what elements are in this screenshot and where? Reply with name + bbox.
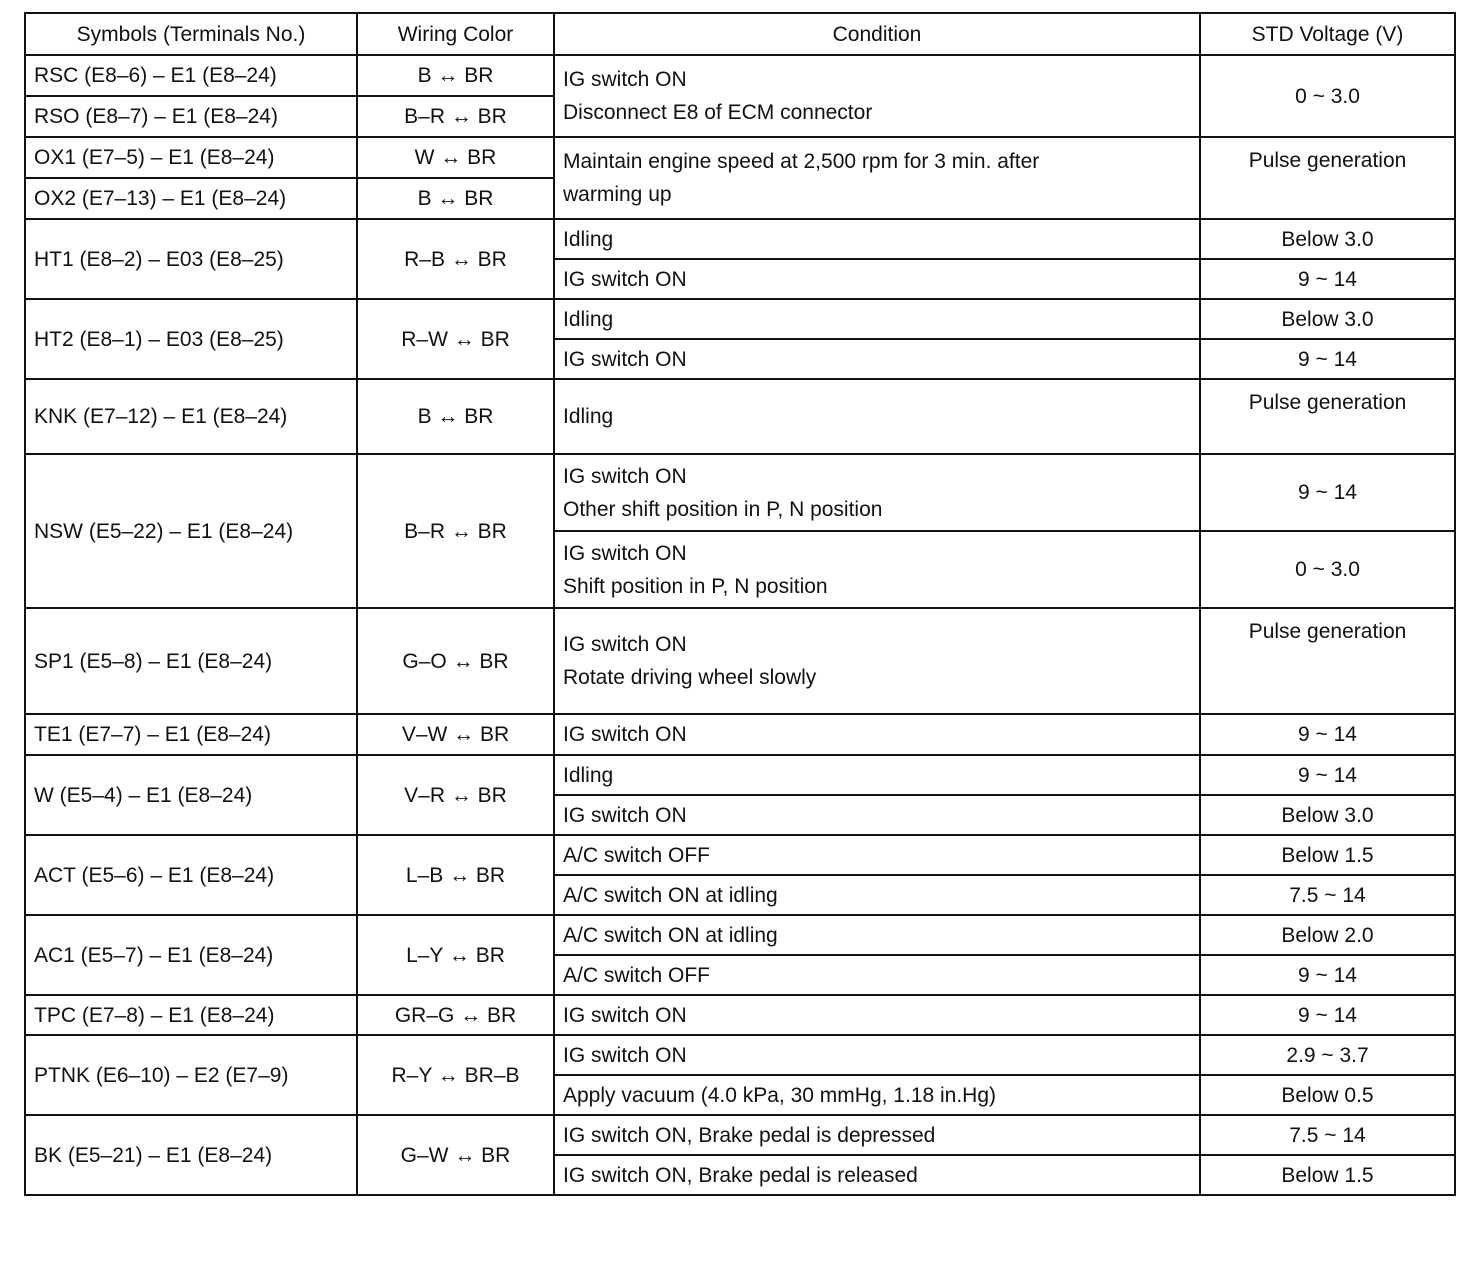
voltage-cell: 2.9 ~ 3.7: [1200, 1035, 1455, 1075]
condition-cell: Idling: [554, 299, 1200, 339]
header-condition: Condition: [554, 13, 1200, 55]
voltage-cell: 9 ~ 14: [1200, 259, 1455, 299]
voltage-cell: Below 1.5: [1200, 1155, 1455, 1195]
voltage-cell: Below 0.5: [1200, 1075, 1455, 1115]
voltage-cell: 9 ~ 14: [1200, 714, 1455, 755]
condition-cell: IG switch ON: [554, 995, 1200, 1035]
table-row: [25, 1035, 1455, 1075]
wiring-cell: W ↔ BR: [357, 137, 554, 178]
symbol-cell: RSO (E8–7) – E1 (E8–24): [25, 96, 357, 137]
condition-cell: IG switch ON: [554, 714, 1200, 755]
wiring-cell: G–W ↔ BR: [357, 1115, 554, 1195]
condition-cell: IG switch ON Disconnect E8 of ECM connector: [554, 55, 1200, 137]
voltage-cell: 0 ~ 3.0: [1200, 55, 1455, 137]
condition-cell: A/C switch ON at idling: [554, 875, 1200, 915]
table-row: [25, 137, 1455, 178]
condition-cell: IG switch ON, Brake pedal is depressed: [554, 1115, 1200, 1155]
wiring-cell: R–Y ↔ BR–B: [357, 1035, 554, 1115]
header-wiring-color: Wiring Color: [357, 13, 554, 55]
condition-cell: IG switch ON Rotate driving wheel slowly: [554, 608, 1200, 714]
voltage-cell: Below 3.0: [1200, 299, 1455, 339]
symbol-cell: TPC (E7–8) – E1 (E8–24): [25, 995, 357, 1035]
wiring-cell: V–W ↔ BR: [357, 714, 554, 755]
symbol-cell: NSW (E5–22) – E1 (E8–24): [25, 454, 357, 608]
wiring-cell: B ↔ BR: [357, 379, 554, 454]
voltage-cell: Below 2.0: [1200, 915, 1455, 955]
voltage-cell: 9 ~ 14: [1200, 755, 1455, 795]
wiring-cell: G–O ↔ BR: [357, 608, 554, 714]
symbol-cell: AC1 (E5–7) – E1 (E8–24): [25, 915, 357, 995]
header-row: [25, 13, 1455, 55]
condition-cell: IG switch ON Shift position in P, N position: [554, 531, 1200, 608]
condition-cell: IG switch ON: [554, 795, 1200, 835]
table-row: [25, 755, 1455, 795]
voltage-cell: Below 1.5: [1200, 835, 1455, 875]
header-std-voltage: STD Voltage (V): [1200, 13, 1455, 55]
wiring-cell: R–B ↔ BR: [357, 219, 554, 299]
wiring-cell: GR–G ↔ BR: [357, 995, 554, 1035]
terminal-voltage-table-container: [24, 12, 1454, 1196]
voltage-cell: Pulse generation: [1200, 379, 1455, 454]
symbol-cell: RSC (E8–6) – E1 (E8–24): [25, 55, 357, 96]
symbol-cell: BK (E5–21) – E1 (E8–24): [25, 1115, 357, 1195]
table-row: [25, 379, 1455, 454]
symbol-cell: OX2 (E7–13) – E1 (E8–24): [25, 178, 357, 219]
condition-cell: IG switch ON, Brake pedal is released: [554, 1155, 1200, 1195]
condition-cell: IG switch ON: [554, 1035, 1200, 1075]
voltage-cell: Below 3.0: [1200, 219, 1455, 259]
condition-cell: IG switch ON: [554, 259, 1200, 299]
voltage-cell: 9 ~ 14: [1200, 454, 1455, 531]
symbol-cell: TE1 (E7–7) – E1 (E8–24): [25, 714, 357, 755]
symbol-cell: HT1 (E8–2) – E03 (E8–25): [25, 219, 357, 299]
condition-cell: Maintain engine speed at 2,500 rpm for 3 min. after warming up: [554, 137, 1200, 219]
voltage-cell: 9 ~ 14: [1200, 955, 1455, 995]
symbol-cell: PTNK (E6–10) – E2 (E7–9): [25, 1035, 357, 1115]
condition-cell: Idling: [554, 219, 1200, 259]
table-row: [25, 299, 1455, 339]
wiring-cell: L–Y ↔ BR: [357, 915, 554, 995]
table-row: [25, 1115, 1455, 1155]
wiring-cell: R–W ↔ BR: [357, 299, 554, 379]
wiring-cell: B ↔ BR: [357, 178, 554, 219]
condition-cell: A/C switch OFF: [554, 955, 1200, 995]
table-row: [25, 995, 1455, 1035]
condition-cell: A/C switch ON at idling: [554, 915, 1200, 955]
terminal-voltage-table: [24, 12, 1456, 1196]
voltage-cell: Pulse generation: [1200, 608, 1455, 714]
wiring-cell: B–R ↔ BR: [357, 454, 554, 608]
symbol-cell: W (E5–4) – E1 (E8–24): [25, 755, 357, 835]
wiring-cell: B ↔ BR: [357, 55, 554, 96]
table-row: [25, 608, 1455, 714]
table-row: [25, 835, 1455, 875]
condition-cell: Idling: [554, 755, 1200, 795]
header-symbols: Symbols (Terminals No.): [25, 13, 357, 55]
symbol-cell: OX1 (E7–5) – E1 (E8–24): [25, 137, 357, 178]
voltage-cell: Pulse generation: [1200, 137, 1455, 219]
condition-cell: IG switch ON: [554, 339, 1200, 379]
table-row: [25, 219, 1455, 259]
voltage-cell: 7.5 ~ 14: [1200, 1115, 1455, 1155]
table-row: [25, 55, 1455, 96]
voltage-cell: 9 ~ 14: [1200, 995, 1455, 1035]
condition-cell: A/C switch OFF: [554, 835, 1200, 875]
symbol-cell: KNK (E7–12) – E1 (E8–24): [25, 379, 357, 454]
table-row: [25, 915, 1455, 955]
table-row: [25, 714, 1455, 755]
wiring-cell: B–R ↔ BR: [357, 96, 554, 137]
symbol-cell: SP1 (E5–8) – E1 (E8–24): [25, 608, 357, 714]
symbol-cell: HT2 (E8–1) – E03 (E8–25): [25, 299, 357, 379]
condition-cell: IG switch ON Other shift position in P, N position: [554, 454, 1200, 531]
wiring-cell: L–B ↔ BR: [357, 835, 554, 915]
wiring-cell: V–R ↔ BR: [357, 755, 554, 835]
condition-cell: Idling: [554, 379, 1200, 454]
voltage-cell: 7.5 ~ 14: [1200, 875, 1455, 915]
condition-cell: Apply vacuum (4.0 kPa, 30 mmHg, 1.18 in.Hg): [554, 1075, 1200, 1115]
voltage-cell: 0 ~ 3.0: [1200, 531, 1455, 608]
voltage-cell: Below 3.0: [1200, 795, 1455, 835]
voltage-cell: 9 ~ 14: [1200, 339, 1455, 379]
symbol-cell: ACT (E5–6) – E1 (E8–24): [25, 835, 357, 915]
table-row: [25, 454, 1455, 531]
